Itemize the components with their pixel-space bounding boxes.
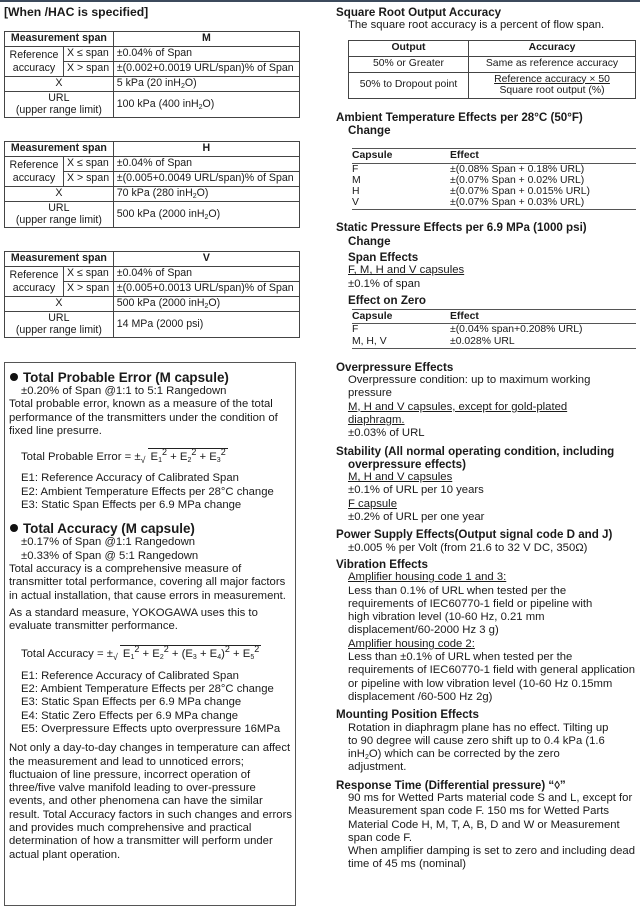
ta-value-1: ±0.17% of Span @1:1 Rangedown	[21, 536, 196, 549]
val-gt: ±(0.002+0.0019 URL/span)% of Span	[113, 62, 299, 77]
span-effects-title: Span Effects	[348, 250, 419, 264]
url-value: 14 MPa (2000 psi)	[113, 312, 299, 338]
power-title: Power Supply Effects(Output signal code D and J)	[336, 528, 613, 542]
cond-le: X ≤ span	[64, 47, 114, 62]
effect-cell: ±(0.07% Span + 0.02% URL)	[450, 174, 585, 186]
capsule-cell: F	[352, 163, 359, 175]
closing-paragraph: Not only a day-to-day changes in temperature can affect the measurement and lead to unnoticed errors; fluctuaion of line pressure, incorrect operation of three/five valve manifold leading to over-pressure events, and other phenomena can have the similar result. Total Accuracy factors in such changes and errors and provides much comprehensive and practical determination of how a transmitter will perform under actual plant operation.	[9, 742, 292, 861]
capsule-cell: H	[352, 185, 360, 197]
zero-effect-table	[352, 309, 636, 349]
header-accuracy: Accuracy	[469, 40, 636, 56]
cond-gt: X > span	[64, 62, 114, 77]
header-capsule: M	[113, 32, 299, 47]
ref-accuracy-label: Reference accuracy	[5, 47, 64, 77]
capsule-cell: V	[352, 197, 450, 210]
power-value: ±0.005 % per Volt (from 21.6 to 32 V DC, 350Ω)	[348, 541, 588, 554]
row2-output: 50% to Dropout point	[349, 72, 469, 98]
ref-accuracy-label: Reference accuracy	[5, 157, 64, 187]
sqrt-desc: The square root accuracy is a percent of flow span.	[348, 19, 605, 32]
row2-accuracy: Reference accuracy × 50 Square root output (%)	[469, 72, 636, 98]
static-title: Static Pressure Effects per 6.9 MPa (1000 psi) Change	[336, 221, 587, 248]
val-le: ±0.04% of Span	[113, 47, 299, 62]
header-measurement-span: Measurement span	[5, 252, 114, 267]
stability-capsules-2: F capsule	[348, 497, 397, 510]
x-value: 500 kPa (2000 inH$_2$O)	[113, 297, 299, 312]
x-label: X	[5, 77, 114, 92]
tpe-terms	[9, 472, 295, 512]
right-column	[336, 6, 636, 872]
stability-title: Stability (All normal operating condition, including overpressure effects)	[336, 444, 615, 471]
top-rule	[0, 0, 640, 2]
header-capsule: V	[113, 252, 299, 267]
x-label: X	[5, 187, 114, 202]
val-gt: ±(0.005+0.0049 URL/span)% of Span	[113, 172, 299, 187]
header-effect: Effect	[450, 310, 636, 324]
term-item: E1: Reference Accuracy of Calibrated Span	[21, 669, 239, 682]
effect-cell: ±(0.04% span+0.208% URL)	[450, 324, 583, 336]
bullet-icon	[10, 373, 18, 381]
url-label: URL (upper range limit)	[5, 92, 114, 118]
mounting-text: Rotation in diaphragm plane has no effect. Tilting up to 90 degree will cause zero shift up to 0.4 kPa (1.6 inH$_2$O) which can be corrected by the zero adjustment.	[348, 721, 609, 774]
url-value: 500 kPa (2000 inH$_2$O)	[113, 202, 299, 228]
cond-gt: X > span	[64, 172, 114, 187]
overpressure-capsules: M, H and V capsules, except for gold-plated diaphragm.	[348, 400, 568, 426]
url-label: URL (upper range limit)	[5, 202, 114, 228]
tpe-value: ±0.20% of Span @1:1 to 5:1 Rangedown	[21, 385, 227, 397]
term-item: E2: Ambient Temperature Effects per 28°C change	[21, 485, 274, 498]
effect-cell: ±(0.08% Span + 0.18% URL)	[450, 163, 585, 175]
term-item: E4: Static Zero Effects per 6.9 MPa change	[21, 709, 239, 722]
ta-terms	[9, 670, 295, 736]
header-capsule: Capsule	[352, 310, 450, 324]
ta-description: Total accuracy is a comprehensive measure of transmitter total performance, covering all major factors in actual installation, that cause errors in measurement.	[9, 562, 286, 602]
row1-output: 50% or Greater	[349, 56, 469, 72]
overpressure-title: Overpressure Effects	[336, 360, 454, 374]
vibration-code2-label: Amplifier housing code 2:	[348, 637, 475, 650]
vibration-code1-label: Amplifier housing code 1 and 3:	[348, 571, 507, 584]
sqrt-symbol: √ $E_1^2 + E_2^2 + E_3^2$	[140, 447, 226, 466]
effect-cell: ±(0.07% Span + 0.03% URL)	[450, 197, 636, 210]
term-item: E2: Ambient Temperature Effects per 28°C change	[21, 683, 274, 696]
term-item: E1: Reference Accuracy of Calibrated Span	[21, 472, 239, 485]
x-value: 70 kPa (280 inH$_2$O)	[113, 187, 299, 202]
header-capsule: H	[113, 142, 299, 157]
tpe-formula: Total Probable Error = ± √ $E_1^2 + E_2^2 + E_3^2$	[21, 447, 226, 466]
sqrt-title: Square Root Output Accuracy	[336, 6, 502, 19]
vibration-code2-text: Less than ±0.1% of URL when tested per the requirements of IEC60770-1 field with general application or pipeline with low vibration level (10-60 Hz 0.15mm displacement /60-500 Hz 2g)	[348, 651, 635, 703]
vibration-title: Vibration Effects	[336, 557, 428, 571]
term-item: E3: Static Span Effects per 6.9 MPa change	[21, 696, 242, 709]
vibration-code1-text: Less than 0.1% of URL when tested per the requirements of IEC60770-1 field or pipeline with high vibration level (10-60 Hz, 0.21 mm displacement/60-2000 Hz 3 g)	[348, 584, 593, 637]
ta-formula: Total Accuracy = ± √ $E_1^2 + E_2^2 + (E_3 + E_4)^2 + E_5^2$	[21, 644, 260, 663]
ambient-table	[352, 148, 636, 210]
ta-value-2: ±0.33% of Span @ 5:1 Rangedown	[21, 549, 199, 562]
span-value: ±0.1% of span	[348, 277, 421, 290]
stability-capsules-1: M, H and V capsules	[348, 471, 453, 484]
spec-table-v	[4, 251, 300, 338]
row1-accuracy: Same as reference accuracy	[469, 56, 636, 72]
ta-title: Total Accuracy (M capsule)	[9, 521, 295, 536]
bullet-icon	[10, 524, 18, 532]
stability-value-2: ±0.2% of URL per one year	[348, 511, 485, 524]
effect-cell: ±0.028% URL	[450, 336, 636, 349]
ambient-title: Ambient Temperature Effects per 28°C (50°F) Change	[336, 110, 583, 138]
mounting-title: Mounting Position Effects	[336, 708, 479, 722]
span-capsules: F, M, H and V capsules	[348, 264, 465, 277]
cond-gt: X > span	[64, 282, 114, 297]
url-value: 100 kPa (400 inH$_2$O)	[113, 92, 299, 118]
term-item: E3: Static Span Effects per 6.9 MPa change	[21, 499, 242, 512]
term-item: E5: Overpressure Effects upto overpressure 16MPa	[21, 722, 281, 735]
header-effect: Effect	[450, 149, 636, 163]
val-le: ±0.04% of Span	[113, 157, 299, 172]
capsule-cell: F	[352, 324, 359, 336]
x-value: 5 kPa (20 inH$_2$O)	[113, 77, 299, 92]
hac-heading: [When /HAC is specified]	[4, 5, 149, 19]
spec-table-m	[4, 31, 300, 118]
url-label: URL (upper range limit)	[5, 312, 114, 338]
x-label: X	[5, 297, 114, 312]
overpressure-value: ±0.03% of URL	[348, 427, 425, 440]
ref-accuracy-label: Reference accuracy	[5, 267, 64, 297]
zero-effect-title: Effect on Zero	[348, 293, 426, 307]
stability-value-1: ±0.1% of URL per 10 years	[348, 484, 484, 497]
val-gt: ±(0.005+0.0013 URL/span)% of Span	[113, 282, 299, 297]
cond-le: X ≤ span	[64, 267, 114, 282]
header-capsule: Capsule	[352, 149, 450, 163]
tpe-description: Total probable error, known as a measure of the total performance of the transmitters under the condition of fixed line presurre.	[9, 398, 278, 437]
tpe-title: Total Probable Error (M capsule)	[9, 370, 295, 385]
response-text-1: 90 ms for Wetted Parts material code S and L, except for Measurement span code F. 150 ms for Wetted Parts Material Code H, M, T, A, B, D and W or Measurement span code F.	[348, 791, 633, 844]
val-le: ±0.04% of Span	[113, 267, 299, 282]
response-title: Response Time (Differential pressure) “◊”	[336, 778, 566, 792]
sqrt-table	[348, 40, 636, 99]
response-text-2: When amplifier damping is set to zero and including dead time of 45 ms (nominal)	[348, 845, 635, 871]
header-output: Output	[349, 40, 469, 56]
capsule-cell: M	[352, 174, 361, 186]
overpressure-condition: Overpressure condition: up to maximum working pressure	[348, 374, 591, 400]
ta-standard: As a standard measure, YOKOGAWA uses this to evaluate transmitter performance.	[9, 606, 258, 633]
header-measurement-span: Measurement span	[5, 142, 114, 157]
header-measurement-span: Measurement span	[5, 32, 114, 47]
capsule-cell: M, H, V	[352, 336, 450, 349]
sqrt-symbol: √ $E_1^2 + E_2^2 + (E_3 + E_4)^2 + E_5^2$	[112, 644, 260, 663]
spec-table-h	[4, 141, 300, 228]
accuracy-box	[4, 362, 296, 906]
effect-cell: ±(0.07% Span + 0.015% URL)	[450, 185, 590, 197]
cond-le: X ≤ span	[64, 157, 114, 172]
